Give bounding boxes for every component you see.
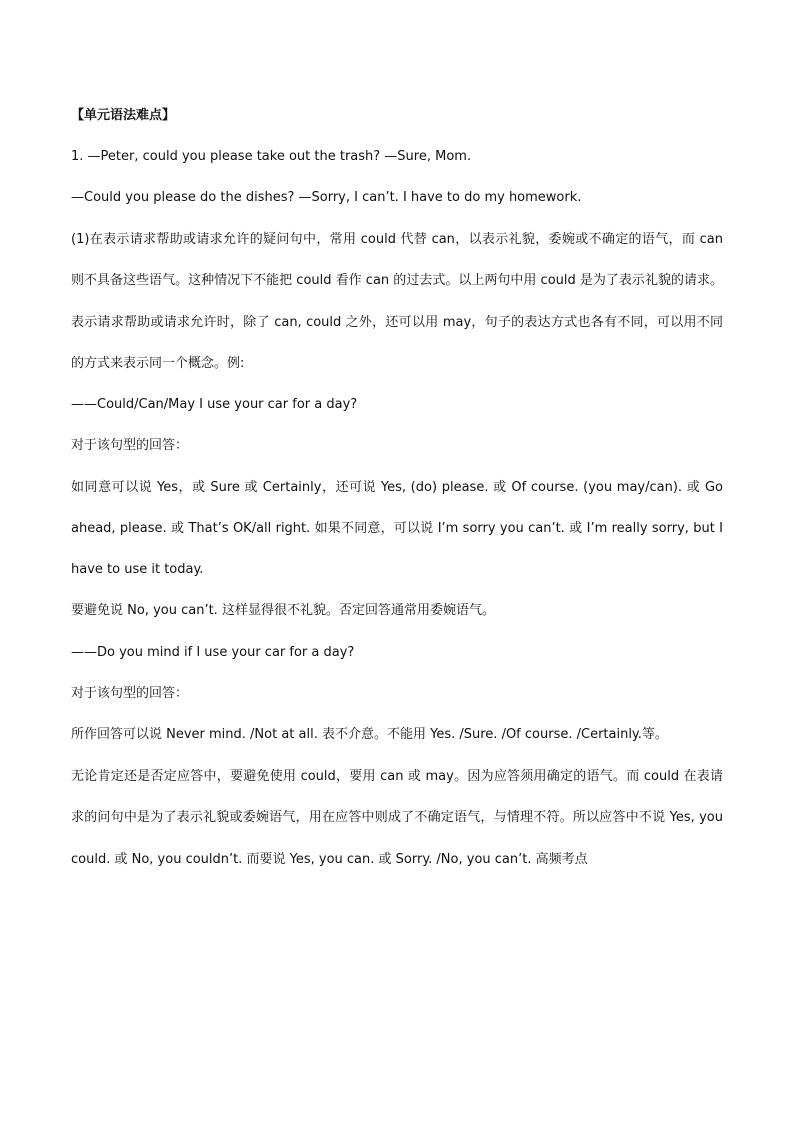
avoid-note: 要避免说 No, you can’t. 这样显得很不礼貌。否定回答通常用委婉语气。 <box>71 603 495 619</box>
explanation-paragraph-1: (1)在表示请求帮助或请求允许的疑问句中，常用 could 代替 can，以表示礼貌，委婉或不确定的语气，而 can 则不具备这些语气。这种情况下不能把 could 看作 can 的过去式。以上两句中用 could 是为了表示礼貌的请求。表示请求帮助或请求允许时，除了 can, could 之外，还可以用 may，句子的表达方式也各有不同，可以用不同的方式来表示同一个概念。例: <box>71 232 723 371</box>
reply-intro-1: 对于该句型的回答： <box>71 438 189 454</box>
explanation-paragraph-3: 无论肯定还是否定应答中，要避免使用 could，要用 can 或 may。因为应答须用确定的语气。而 could 在表请求的问句中是为了表示礼貌或委婉语气，用在应答中则成了不确定语气，与情理不符。所以应答中不说 Yes, you could. 或 No, you couldn’t. 而要说 Yes, you can. 或 Sorry. /No, you can’t. 高频考点 <box>71 769 723 867</box>
mind-answer-note: 所作回答可以说 Never mind. /Not at all. 表不介意。不能用 Yes. /Sure. /Of course. /Certainly.等。 <box>71 727 668 743</box>
reply-intro-2: 对于该句型的回答： <box>71 686 189 702</box>
example-question-2: ——Do you mind if I use your car for a day? <box>71 644 355 660</box>
example-dialogue-2: —Could you please do the dishes? —Sorry, I can’t. I have to do my homework. <box>71 190 582 206</box>
section-heading: 【单元语法难点】 <box>71 108 176 123</box>
document-body <box>71 106 723 891</box>
example-dialogue-1: 1. —Peter, could you please take out the trash? —Sure, Mom. <box>71 149 472 164</box>
explanation-paragraph-2: 如同意可以说 Yes，或 Sure 或 Certainly，还可说 Yes, (do) please. 或 Of course. (you may/can). 或 Go ahead, please. 或 That’s OK/all right. 如果不同意，可以说 I’m sorry you can’t. 或 I’m really sorry, but I have to use it today. <box>71 479 723 578</box>
example-question-1: ——Could/Can/May I use your car for a day? <box>71 396 358 412</box>
